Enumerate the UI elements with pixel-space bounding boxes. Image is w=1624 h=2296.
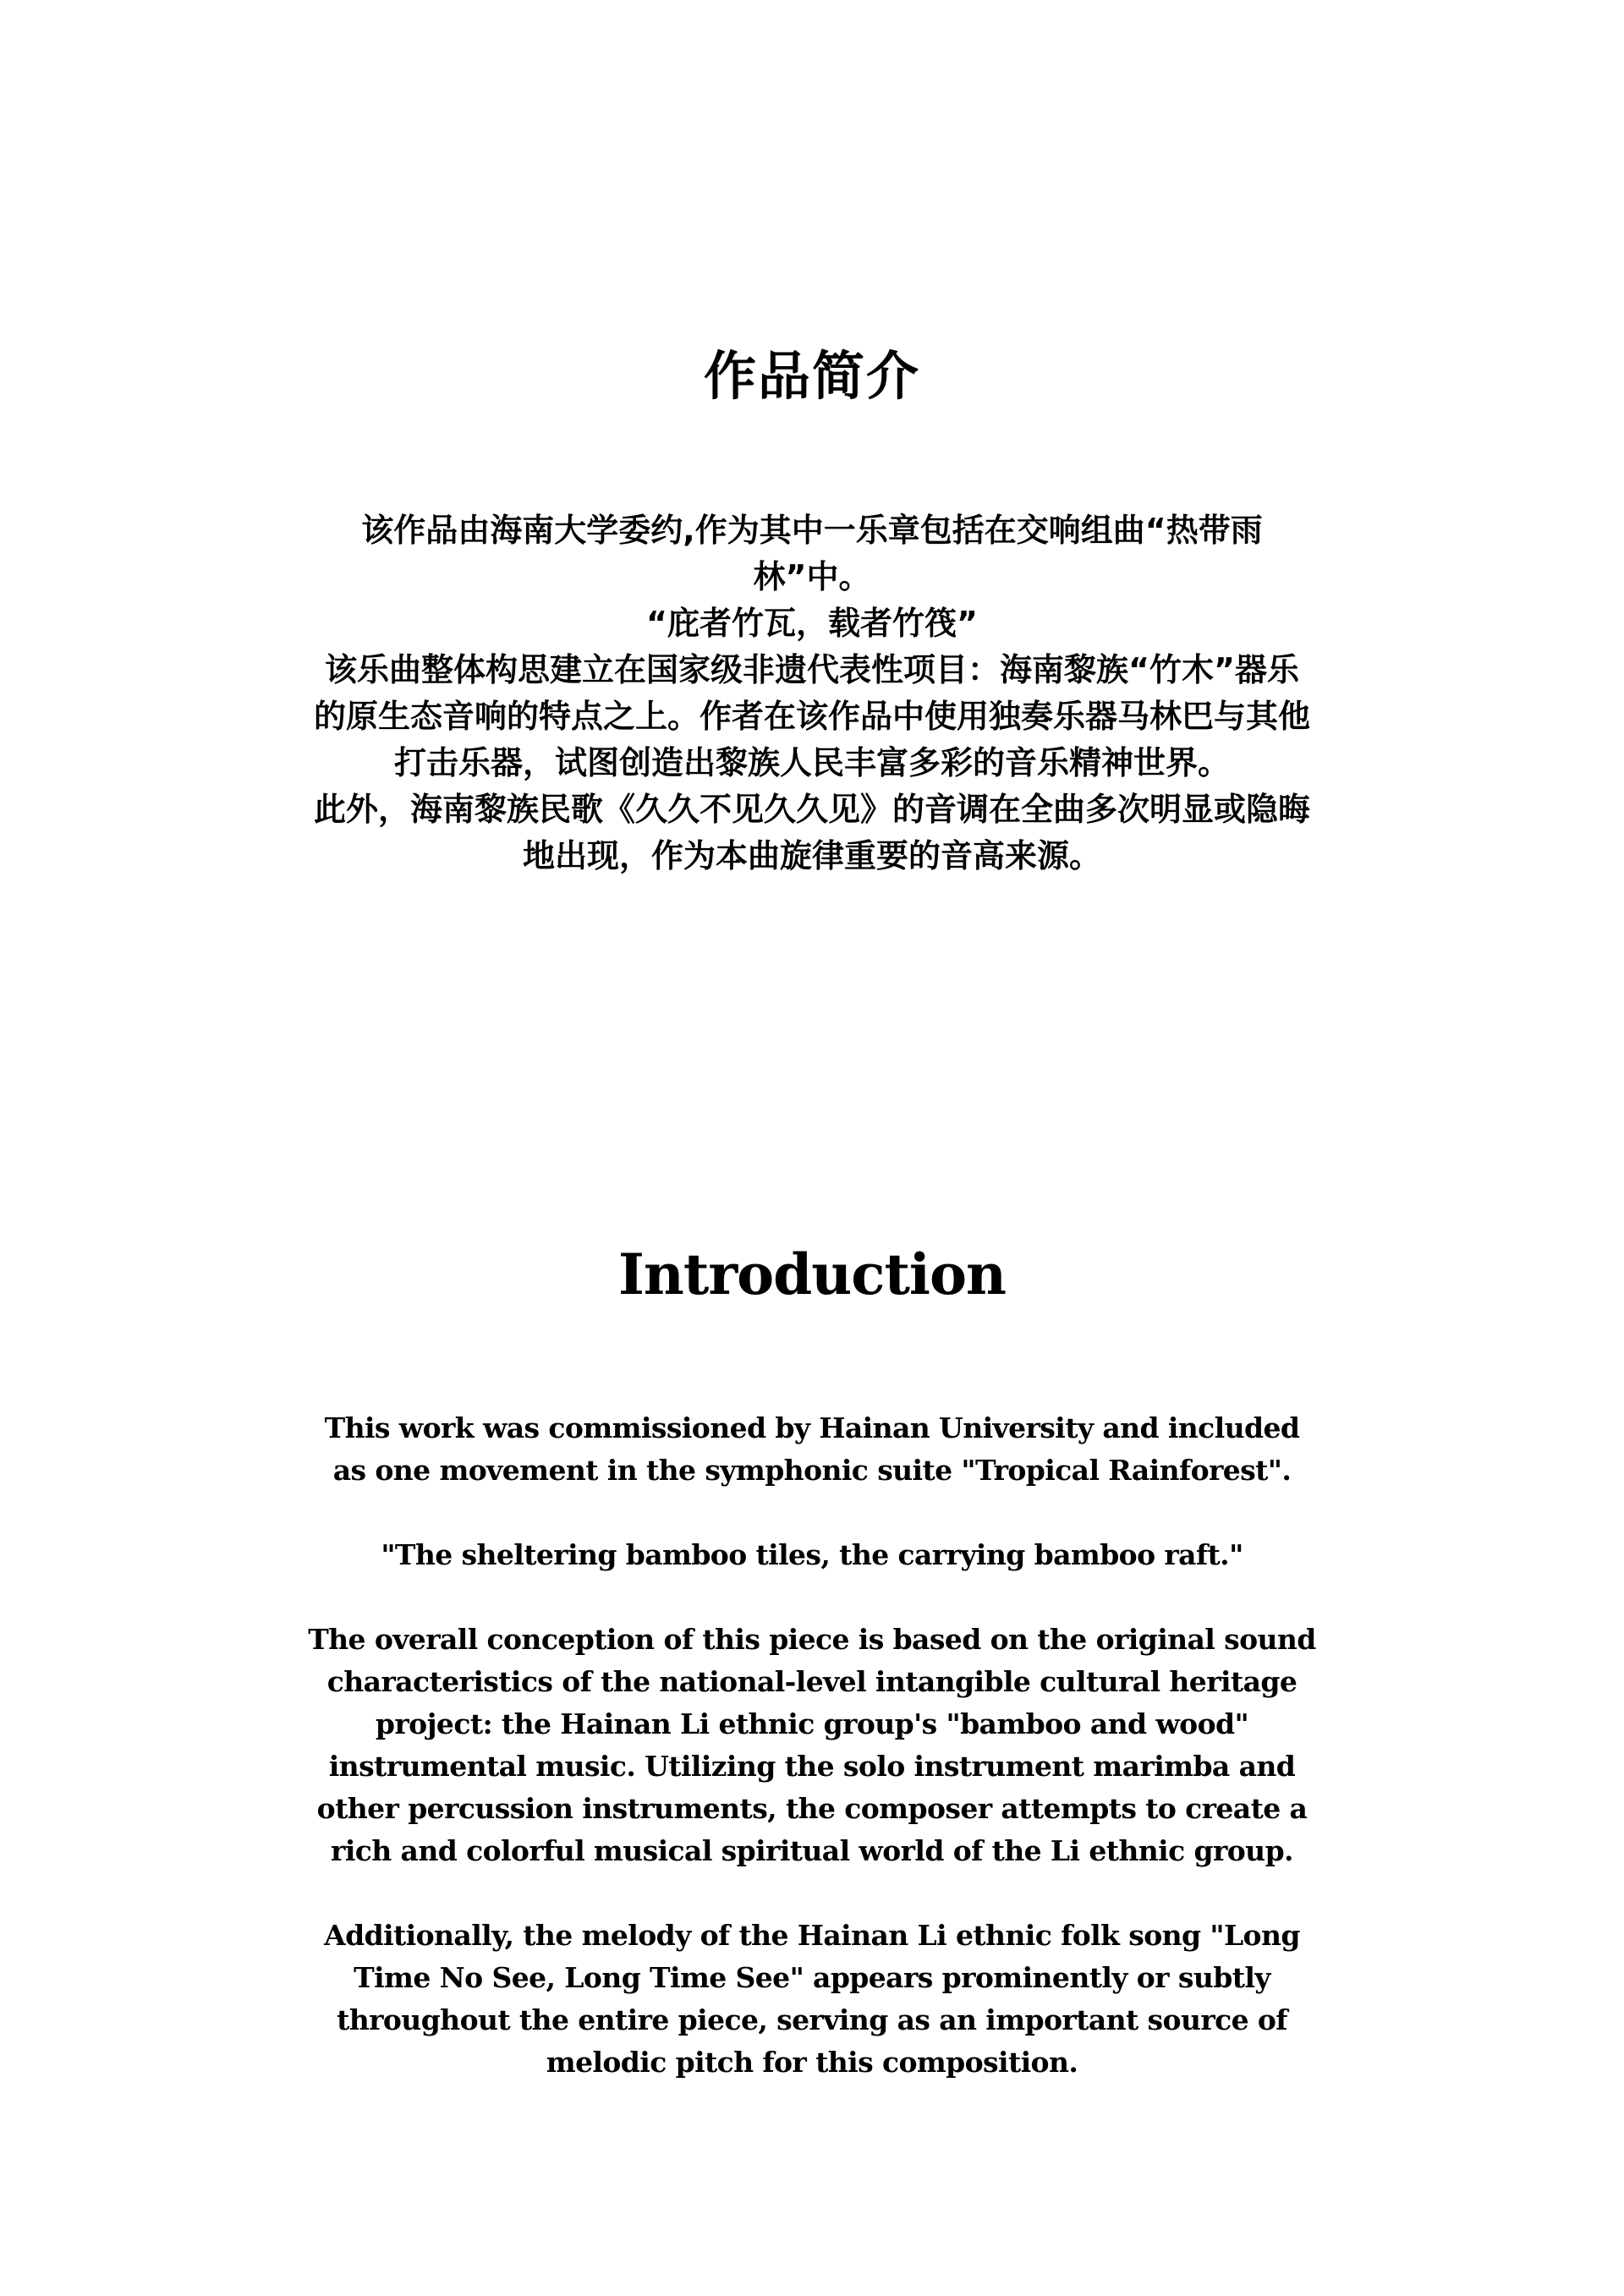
chinese-paragraph: “庇者竹瓦，载者竹筏” <box>646 605 978 642</box>
chinese-paragraph: 此外，海南黎族民歌《久久不见久久见》的音调在全曲多次明显或隐晦地出现，作为本曲旋律重要的音高来源。 <box>313 791 1310 874</box>
chinese-title: 作品简介 <box>703 345 920 407</box>
english-paragraph: The overall conception of this piece is based on the original sound characteristics of the national-level intangible cultural heritage project: the Hainan Li ethnic group's "bamboo and wood" instrumental music. Utilizing the solo instrument marimba and other percussion instruments, the composer attempts to create a rich and colorful musical spiritual world of the Li ethnic group. <box>308 1623 1316 1867</box>
english-paragraph: "The sheltering bamboo tiles, the carrying bamboo raft." <box>381 1538 1243 1571</box>
chinese-introduction <box>313 507 1311 879</box>
english-paragraph: Additionally, the melody of the Hainan Li ethnic folk song "Long Time No See, Long Time See" appears prominently or subtly throughout the entire piece, serving as an important source of melodic pitch for this composition. <box>324 1919 1300 2079</box>
english-paragraph: This work was commissioned by Hainan University and included as one movement in the symphonic suite "Tropical Rainforest". <box>324 1411 1300 1487</box>
english-title: Introduction <box>617 1241 1007 1307</box>
english-introduction <box>304 1407 1320 2084</box>
chinese-paragraph: 该乐曲整体构思建立在国家级非遗代表性项目：海南黎族“竹木”器乐的原生态音响的特点之上。作者在该作品中使用独奏乐器马林巴与其他打击乐器，试图创造出黎族人民丰富多彩的音乐精神世界。 <box>313 651 1310 781</box>
chinese-paragraph: 该作品由海南大学委约,作为其中一乐章包括在交响组曲“热带雨林”中。 <box>361 512 1263 595</box>
